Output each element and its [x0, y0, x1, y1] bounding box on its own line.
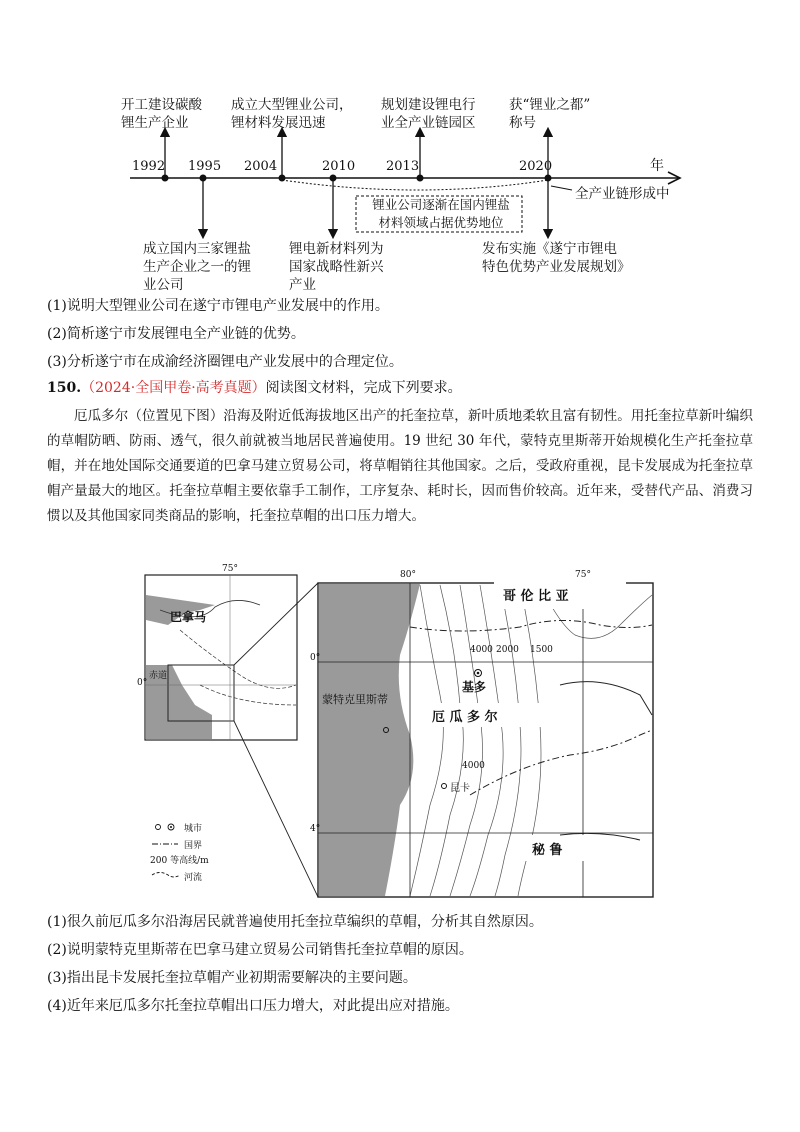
q150-item-3: (3)指出昆卡发展托奎拉草帽产业初期需要解决的主要问题。 — [47, 970, 417, 986]
ecuador-label: 厄 瓜 多 尔 — [432, 710, 498, 725]
q150-instruction: 阅读图文材料，完成下列要求。 — [265, 380, 462, 396]
chain-label: 全产业链形成中 — [575, 186, 670, 202]
q150-number: 150. — [47, 380, 82, 396]
year-label: 2013 — [386, 159, 420, 174]
event-2010: 锂电新材料列为 国家战略性新兴 产业 — [289, 241, 384, 293]
q150-item-2: (2)说明蒙特克里斯蒂在巴拿马建立贸易公司销售托奎拉草帽的原因。 — [47, 942, 473, 958]
montecristi-label: 蒙特克里斯蒂 — [322, 693, 388, 706]
contour-label: 1500 — [530, 645, 553, 655]
inset-lat-label: 0° — [137, 678, 148, 688]
q149-item-2: (2)简析遂宁市发展锂电全产业链的优势。 — [47, 326, 305, 342]
lon75-label: 75° — [575, 570, 591, 580]
inset-lon-label: 75° — [222, 564, 238, 574]
inset-equator-label: 赤道 — [149, 671, 168, 681]
cuenca-label: 昆卡 — [450, 783, 470, 794]
event-2020-bottom: 发布实施《遂宁市锂电 特色优势产业发展规划》 — [482, 241, 631, 275]
legend-border: 国界 — [184, 841, 203, 851]
peru-label: 秘 鲁 — [532, 843, 563, 858]
year-label: 2010 — [322, 159, 356, 174]
inset-panama-label: 巴拿马 — [170, 610, 207, 624]
map-graphic — [0, 565, 800, 910]
q150-item-4: (4)近年来厄瓜多尔托奎拉草帽出口压力增大，对此提出应对措施。 — [47, 998, 459, 1014]
year-label: 1992 — [132, 159, 166, 174]
axis-unit: 年 — [650, 158, 664, 174]
colombia-label: 哥 伦 比 亚 — [503, 589, 569, 604]
q150-item-1: (1)很久前厄瓜多尔沿海居民就普遍使用托奎拉草编织的草帽，分析其自然原因。 — [47, 914, 543, 930]
quito-label: 基多 — [462, 680, 487, 694]
legend-contour: 200 等高线/m — [150, 856, 209, 866]
q149-item-3: (3)分析遂宁市在成渝经济圈锂电产业发展中的合理定位。 — [47, 354, 403, 370]
lat0-label: 0° — [310, 653, 321, 663]
box-text: 锂业公司逐渐在国内锂盐 材料领域占据优势地位 — [372, 197, 510, 230]
q150-header — [47, 378, 462, 398]
lon80-label: 80° — [400, 570, 416, 580]
year-label: 1995 — [188, 159, 222, 174]
legend-city: 城市 — [184, 824, 203, 834]
year-label: 2020 — [519, 159, 553, 174]
dotted-bracket — [282, 180, 548, 190]
contour-label: 4000 — [470, 645, 493, 655]
event-1995: 成立国内三家锂盐 生产企业之一的锂 业公司 — [143, 241, 251, 293]
q150-source: （2024·全国甲卷·高考真题） — [81, 380, 266, 396]
legend-river: 河流 — [184, 873, 203, 883]
event-2020: 获“锂业之都” 称号 — [509, 97, 591, 131]
lat4-label: 4° — [310, 824, 321, 834]
event-2013: 规划建设锂电行 业全产业链园区 — [381, 97, 476, 131]
q150-paragraph: 厄瓜多尔（位置见下图）沿海及附近低海拔地区出产的托奎拉草，新叶质地柔软且富有韧性。用托奎拉草新叶编织的草帽防晒、防雨、透气，很久前就被当地居民普遍使用。19 世纪 30 年代，蒙特克里斯蒂开始规模化生产托奎拉草帽，并在地处国际交通要道的巴拿马建立贸易公司，将草帽销往其他国家。之后，受政府重视，昆卡发展成为托奎拉草帽产量最大的地区。托奎拉草帽主要依靠手工制作，工序复杂、耗时长，因而售价较高。近年来，受替代产品、消费习惯以及其他国家同类商品的影响，托奎拉草帽的出口压力增大。 — [47, 408, 753, 524]
timeline-graphic — [0, 0, 800, 290]
timeline — [0, 0, 800, 293]
event-2004: 成立大型锂业公司， 锂材料发展迅速 — [231, 97, 353, 131]
contour-label: 4000 — [462, 761, 485, 771]
year-label: 2004 — [244, 159, 278, 174]
event-1992: 开工建设碳酸 锂生产企业 — [121, 97, 202, 131]
map-legend — [152, 824, 180, 877]
q149-item-1: (1)说明大型锂业公司在遂宁市锂电产业发展中的作用。 — [47, 298, 389, 314]
contour-label: 2000 — [496, 645, 519, 655]
map-figure — [0, 565, 800, 910]
